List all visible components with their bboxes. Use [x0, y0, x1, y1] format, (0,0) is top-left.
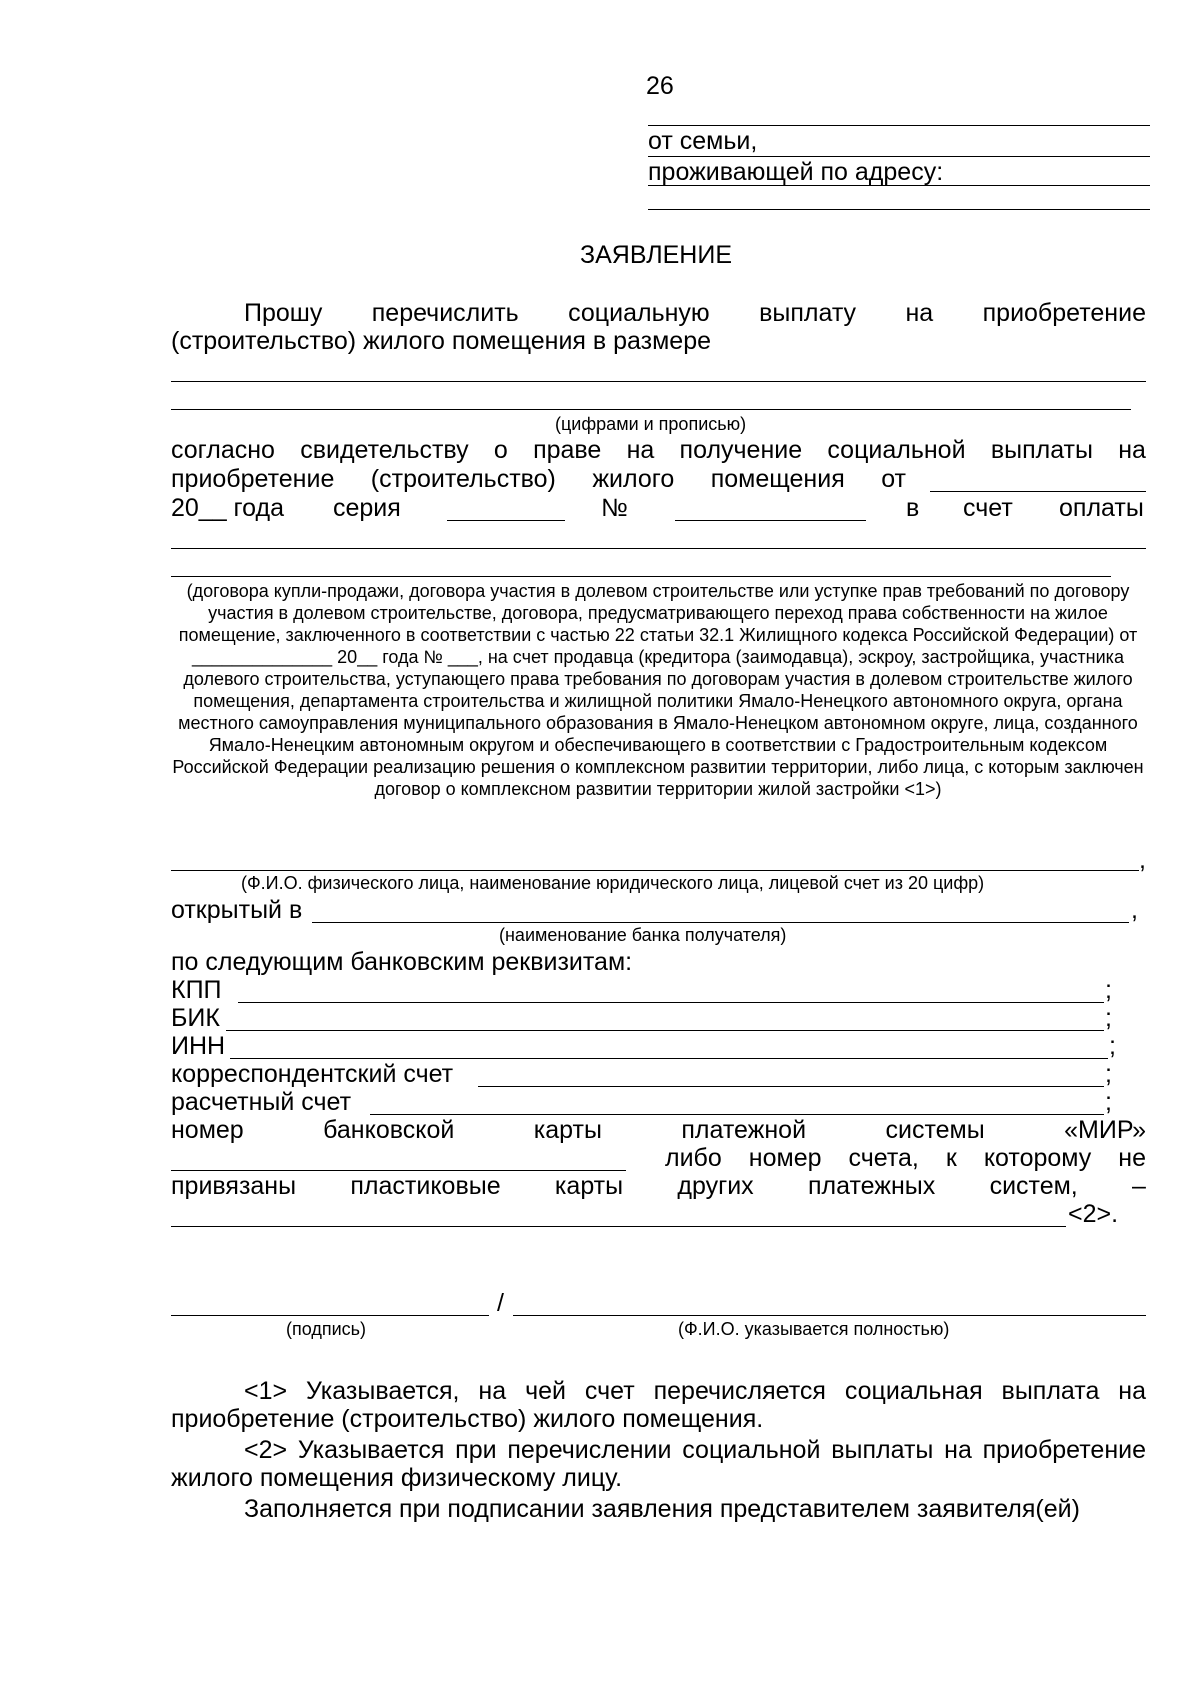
bank-details-intro: по следующим банковским реквизитам:	[171, 948, 633, 976]
contract-line-2	[171, 576, 1111, 577]
corr-account-line	[478, 1086, 1104, 1087]
request-line-1	[244, 299, 1146, 327]
contract-line-1	[171, 548, 1146, 549]
certificate-word: помещения	[710, 465, 845, 493]
request-word: перечислить	[371, 299, 519, 327]
opened-in-label: открытый в	[171, 896, 303, 924]
certificate-payment: оплаты	[1059, 494, 1144, 522]
card-number-line	[171, 1170, 626, 1171]
contract-hint: (договора купли-продажи, договора участия в долевом строительстве или уступке прав требований по договору участия в долевом строительстве, договора, предусматривающего переход права собственности на жилое помещение, заключенного в соответствии с частью 22 статьи 32.1 Жилищного кодекса Российской Федерации) от ______________ 20__ года № ___, на счет продавца (кредитора (заимодавца), эскроу, застройщика, участника долевого строительства, уступающего права требования по договорам участия в долевом строительстве жилого помещения, департамента строительства и жилищной политики Ямало-Ненецкого автономного округа, органа местного самоуправления муниципального образования в Ямало-Ненецком автономном округе, лица, созданного Ямало-Ненецким автономным округом и обеспечивающего в соответствии с Градостроительным кодексом Российской Федерации реализацию решения о комплексном развитии территории, либо лица, с которым заключен договор о комплексном развитии территории жилой застройки <1>)	[172, 581, 1144, 799]
kpp-label: КПП	[171, 976, 222, 1004]
card-word: карты	[554, 1172, 624, 1200]
signature-slash: /	[497, 1289, 504, 1317]
card-word: платежной	[681, 1116, 807, 1144]
full-name-hint: (Ф.И.О. указывается полностью)	[678, 1319, 950, 1339]
certificate-word: от	[881, 465, 906, 493]
corr-account-label: корреспондентский счет	[171, 1060, 454, 1088]
header-line-1	[648, 156, 1150, 157]
document-title: ЗАЯВЛЕНИЕ	[580, 241, 733, 269]
certificate-year: 20__ года	[171, 494, 284, 522]
kpp-line	[238, 1002, 1104, 1003]
settlement-account-label: расчетный счет	[171, 1088, 352, 1116]
amount-line-2	[171, 409, 1131, 410]
recipient-comma: ,	[1139, 846, 1146, 874]
amount-line-1	[171, 381, 1146, 382]
full-name-line	[513, 1315, 1146, 1316]
certificate-date-line	[930, 491, 1146, 492]
card-word: систем,	[989, 1172, 1078, 1200]
card-line-2	[665, 1144, 1146, 1172]
certificate-word: на	[1118, 436, 1146, 464]
kpp-semicolon: ;	[1105, 976, 1112, 1004]
bik-line	[226, 1030, 1104, 1031]
card-word: номер	[171, 1116, 244, 1144]
card-footnote-ref: <2>.	[1068, 1200, 1119, 1228]
card-word: привязаны	[171, 1172, 297, 1200]
page-number: 26	[646, 72, 674, 100]
certificate-line-2	[171, 465, 906, 493]
signature-line	[171, 1315, 489, 1316]
footnote-1: <1> Указывается, на чей счет перечисляется социальная выплата на приобретение (строительство) жилого помещения.	[171, 1377, 1146, 1433]
certificate-word: свидетельству	[300, 436, 469, 464]
card-word: к	[945, 1144, 957, 1172]
certificate-account: счет	[963, 494, 1013, 522]
corr-account-semicolon: ;	[1105, 1060, 1112, 1088]
footnote-2: <2> Указывается при перечислении социальной выплаты на приобретение жилого помещения физическому лицу.	[171, 1436, 1146, 1492]
card-word: –	[1132, 1172, 1146, 1200]
card-word: которому	[983, 1144, 1092, 1172]
header-line-2	[648, 185, 1150, 186]
request-word: социальную	[568, 299, 710, 327]
certificate-line-1	[171, 436, 1146, 464]
certificate-word: получение	[679, 436, 803, 464]
header-address: проживающей по адресу:	[648, 158, 944, 186]
card-word: счета,	[848, 1144, 919, 1172]
certificate-word: приобретение	[171, 465, 335, 493]
card-line-1	[171, 1116, 1146, 1144]
certificate-number-sign: №	[601, 494, 628, 522]
card-word: «МИР»	[1064, 1116, 1146, 1144]
card-word: других	[677, 1172, 754, 1200]
card-word: либо	[665, 1144, 722, 1172]
card-word: пластиковые	[350, 1172, 501, 1200]
card-word: карты	[533, 1116, 602, 1144]
certificate-series-label: серия	[333, 494, 401, 522]
request-word: на	[905, 299, 934, 327]
card-word: номер	[748, 1144, 822, 1172]
recipient-hint: (Ф.И.О. физического лица, наименование юридического лица, лицевой счет из 20 цифр)	[241, 873, 985, 893]
certificate-word: на	[626, 436, 655, 464]
bank-hint: (наименование банка получателя)	[499, 925, 787, 945]
footnote-3: Заполняется при подписании заявления представителем заявителя(ей)	[244, 1495, 1080, 1523]
opened-in-line	[312, 922, 1129, 923]
card-account-line	[171, 1226, 1066, 1227]
card-word: платежных	[807, 1172, 936, 1200]
signature-hint: (подпись)	[286, 1319, 367, 1339]
inn-label: ИНН	[171, 1032, 226, 1060]
recipient-line	[171, 870, 1139, 871]
opened-in-comma: ,	[1131, 896, 1138, 924]
certificate-word: согласно	[171, 436, 275, 464]
amount-hint: (цифрами и прописью)	[555, 414, 747, 434]
card-word: системы	[885, 1116, 985, 1144]
card-word: не	[1118, 1144, 1146, 1172]
certificate-word: социальной	[827, 436, 966, 464]
certificate-in: в	[906, 494, 920, 522]
settlement-account-semicolon: ;	[1105, 1088, 1112, 1116]
card-word: банковской	[323, 1116, 455, 1144]
certificate-word: праве	[533, 436, 602, 464]
inn-semicolon: ;	[1109, 1032, 1116, 1060]
certificate-word: (строительство)	[370, 465, 556, 493]
certificate-number-line	[675, 520, 866, 521]
request-word: Прошу	[244, 299, 323, 327]
request-line-2: (строительство) жилого помещения в размере	[171, 327, 712, 355]
certificate-word: о	[493, 436, 508, 464]
settlement-account-line	[370, 1114, 1104, 1115]
header-line-3	[648, 209, 1150, 210]
certificate-series-line	[447, 520, 565, 521]
bik-semicolon: ;	[1105, 1004, 1112, 1032]
header-from-family: от семьи,	[648, 127, 758, 155]
card-line-3	[171, 1172, 1146, 1200]
bik-label: БИК	[171, 1004, 220, 1032]
certificate-word: выплаты	[990, 436, 1093, 464]
request-word: приобретение	[982, 299, 1146, 327]
header-line-top	[648, 125, 1150, 126]
certificate-word: жилого	[592, 465, 675, 493]
inn-line	[230, 1058, 1108, 1059]
request-word: выплату	[759, 299, 857, 327]
